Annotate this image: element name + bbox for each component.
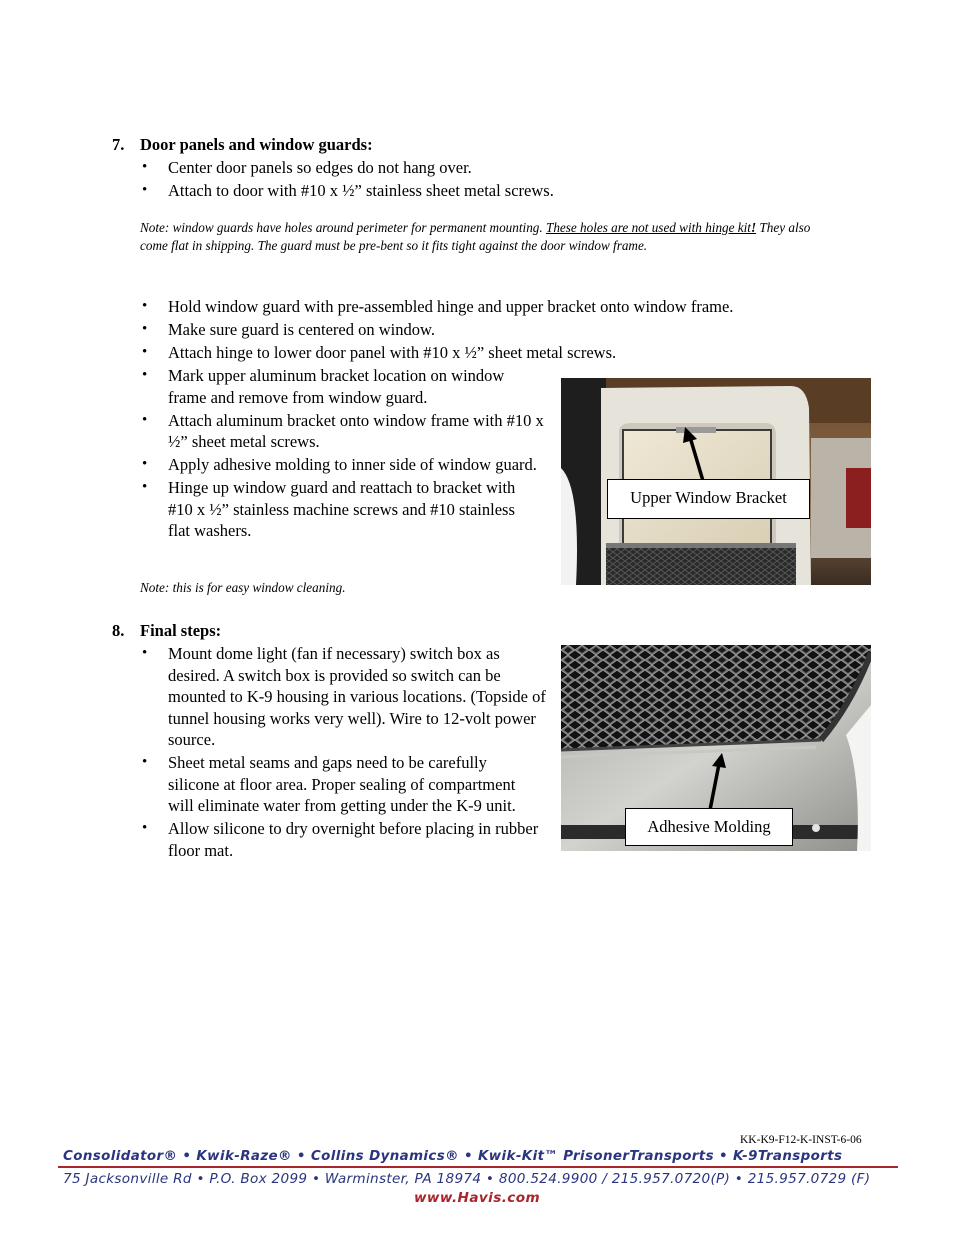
list-item: • Hinge up window guard and reattach to bracket with #10 x ½” stainless machine screws and #10 stainless flat washers. (140, 477, 550, 542)
list-item: • Make sure guard is centered on window. (140, 319, 860, 341)
note-exclaim: ! (750, 220, 757, 235)
section-8-title: Final steps: (140, 621, 222, 640)
list-item: • Attach hinge to lower door panel with #10 x ½” sheet metal screws. (140, 342, 860, 364)
molding-arrow-icon (698, 752, 728, 812)
note-window-guards (140, 219, 820, 255)
section-7-heading (112, 135, 373, 155)
section-7-bullets-a (140, 157, 840, 203)
footer-address: 75 Jacksonville Rd • P.O. Box 2099 • Warminster, PA 18974 • 800.524.9900 / 215.957.0720(P) • 215.957.0729 (F) (63, 1171, 871, 1187)
section-7-bullets-c (140, 365, 550, 543)
section-8-heading (112, 621, 221, 641)
footer-website-link[interactable]: www.Havis.com (413, 1190, 541, 1206)
note-text: Note: window guards have holes around perimeter for permanent mounting. (140, 220, 546, 235)
section-7-bullets-b (140, 296, 860, 365)
note-window-cleaning: Note: this is for easy window cleaning. (140, 580, 346, 595)
section-8-number: 8. (112, 621, 125, 640)
list-item: • Hold window guard with pre-assembled hinge and upper bracket onto window frame. (140, 296, 860, 318)
list-item: • Apply adhesive molding to inner side of window guard. (140, 454, 550, 476)
list-item: • Mark upper aluminum bracket location on window frame and remove from window guard. (140, 365, 550, 408)
footer-divider (58, 1166, 898, 1168)
upper-window-bracket-label: Upper Window Bracket (607, 479, 810, 519)
section-8-bullets (140, 643, 552, 863)
list-item: • Mount dome light (fan if necessary) switch box as desired. A switch box is provided so switch can be mounted to K-9 housing in various locations. (Topside of tunnel housing works very well). Wire to 12-volt power source. (140, 643, 552, 751)
section-7-number: 7. (112, 135, 125, 154)
note-text-continued: They also come flat in shipping. The guard must be pre-bent so it fits tight against the door window frame. (140, 220, 811, 253)
list-item: • Attach aluminum bracket onto window frame with #10 x ½” sheet metal screws. (140, 410, 550, 453)
list-item: • Sheet metal seams and gaps need to be carefully silicone at floor area. Proper sealing of compartment will eliminate water from getting under the K-9 unit. (140, 752, 552, 817)
footer-brands: Consolidator® • Kwik-Raze® • Collins Dynamics® • Kwik-Kit™ PrisonerTransports • K-9Transports (63, 1149, 843, 1164)
document-id: KK-K9-F12-K-INST-6-06 (740, 1134, 862, 1146)
adhesive-molding-label: Adhesive Molding (625, 808, 793, 846)
note-underlined-text: These holes are not used with hinge kit (545, 220, 751, 235)
list-item: • Allow silicone to dry overnight before placing in rubber floor mat. (140, 818, 552, 861)
list-item: • Attach to door with #10 x ½” stainless sheet metal screws. (140, 180, 840, 202)
section-7-title: Door panels and window guards: (140, 135, 373, 154)
list-item: • Center door panels so edges do not hang over. (140, 157, 840, 179)
